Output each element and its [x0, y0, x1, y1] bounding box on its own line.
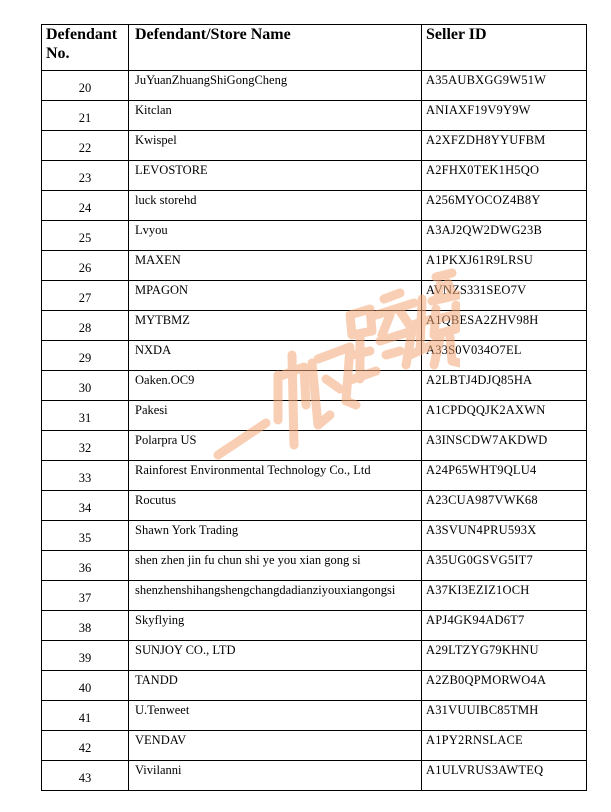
defendant-number: 24: [42, 191, 129, 221]
store-name: VENDAV: [129, 731, 422, 761]
table-row: [42, 251, 587, 281]
store-name: NXDA: [129, 341, 422, 371]
table-row: [42, 221, 587, 251]
seller-id: A3INSCDW7AKDWD: [422, 431, 587, 461]
store-name: MAXEN: [129, 251, 422, 281]
store-name: shen zhen jin fu chun shi ye you xian gong si: [129, 551, 422, 581]
store-name: JuYuanZhuangShiGongCheng: [129, 71, 422, 101]
seller-id: A2XFZDH8YYUFBM: [422, 131, 587, 161]
defendant-number: 38: [42, 611, 129, 641]
seller-id: APJ4GK94AD6T7: [422, 611, 587, 641]
defendant-number: 37: [42, 581, 129, 611]
table-row: [42, 161, 587, 191]
defendant-number: 36: [42, 551, 129, 581]
seller-id: A1PY2RNSLACE: [422, 731, 587, 761]
store-name: Oaken.OC9: [129, 371, 422, 401]
seller-id: A29LTZYG79KHNU: [422, 641, 587, 671]
header-seller-id: Seller ID: [422, 25, 587, 71]
store-name: MYTBMZ: [129, 311, 422, 341]
defendant-number: 33: [42, 461, 129, 491]
store-name: Skyflying: [129, 611, 422, 641]
store-name: TANDD: [129, 671, 422, 701]
table-body: [42, 71, 587, 791]
store-name: Kitclan: [129, 101, 422, 131]
header-store-name: Defendant/Store Name: [129, 25, 422, 71]
seller-id: A256MYOCOZ4B8Y: [422, 191, 587, 221]
table-row: [42, 431, 587, 461]
store-name: Vivilanni: [129, 761, 422, 791]
store-name: LEVOSTORE: [129, 161, 422, 191]
table-row: [42, 191, 587, 221]
seller-id: A35AUBXGG9W51W: [422, 71, 587, 101]
store-name: Kwispel: [129, 131, 422, 161]
defendant-number: 32: [42, 431, 129, 461]
seller-id: A1PKXJ61R9LRSU: [422, 251, 587, 281]
table-row: [42, 71, 587, 101]
table-row: [42, 611, 587, 641]
table-header-row: [42, 25, 587, 71]
defendant-number: 39: [42, 641, 129, 671]
seller-id: A1CPDQQJK2AXWN: [422, 401, 587, 431]
defendant-number: 23: [42, 161, 129, 191]
table-row: [42, 701, 587, 731]
defendant-number: 20: [42, 71, 129, 101]
defendants-table: [41, 24, 587, 791]
table-row: [42, 311, 587, 341]
defendant-number: 29: [42, 341, 129, 371]
seller-id: A1QBESA2ZHV98H: [422, 311, 587, 341]
defendant-number: 22: [42, 131, 129, 161]
table-row: [42, 371, 587, 401]
defendant-number: 27: [42, 281, 129, 311]
store-name: MPAGON: [129, 281, 422, 311]
defendant-number: 41: [42, 701, 129, 731]
seller-id: A2LBTJ4DJQ85HA: [422, 371, 587, 401]
table-row: [42, 341, 587, 371]
table-row: [42, 731, 587, 761]
defendant-number: 34: [42, 491, 129, 521]
table-row: [42, 761, 587, 791]
store-name: U.Tenweet: [129, 701, 422, 731]
seller-id: A3AJ2QW2DWG23B: [422, 221, 587, 251]
table-row: [42, 461, 587, 491]
table-row: [42, 671, 587, 701]
seller-id: A1ULVRUS3AWTEQ: [422, 761, 587, 791]
seller-id: A24P65WHT9QLU4: [422, 461, 587, 491]
defendant-number: 42: [42, 731, 129, 761]
seller-id: A2FHX0TEK1H5QO: [422, 161, 587, 191]
seller-id: A35UG0GSVG5IT7: [422, 551, 587, 581]
seller-id: A33S0V034O7EL: [422, 341, 587, 371]
defendant-number: 21: [42, 101, 129, 131]
store-name: Rocutus: [129, 491, 422, 521]
defendant-number: 28: [42, 311, 129, 341]
seller-id: A2ZB0QPMORWO4A: [422, 671, 587, 701]
defendant-number: 35: [42, 521, 129, 551]
table-row: [42, 521, 587, 551]
defendant-number: 43: [42, 761, 129, 791]
store-name: Shawn York Trading: [129, 521, 422, 551]
header-defendant-no: Defendant No.: [42, 25, 129, 71]
table-row: [42, 491, 587, 521]
store-name: Rainforest Environmental Technology Co., Ltd: [129, 461, 422, 491]
table-row: [42, 131, 587, 161]
store-name: Lvyou: [129, 221, 422, 251]
table-row: [42, 401, 587, 431]
seller-id: A23CUA987VWK68: [422, 491, 587, 521]
seller-id: A31VUUIBC85TMH: [422, 701, 587, 731]
table-row: [42, 641, 587, 671]
store-name: luck storehd: [129, 191, 422, 221]
defendant-number: 31: [42, 401, 129, 431]
seller-id: AVNZS331SEO7V: [422, 281, 587, 311]
table-row: [42, 581, 587, 611]
seller-id: A37KI3EZIZ1OCH: [422, 581, 587, 611]
table-row: [42, 101, 587, 131]
defendant-number: 25: [42, 221, 129, 251]
store-name: Pakesi: [129, 401, 422, 431]
defendant-number: 30: [42, 371, 129, 401]
defendant-number: 40: [42, 671, 129, 701]
table-row: [42, 551, 587, 581]
store-name: Polarpra US: [129, 431, 422, 461]
store-name: shenzhenshihangshengchangdadianziyouxiangongsi: [129, 581, 422, 611]
table-row: [42, 281, 587, 311]
defendant-number: 26: [42, 251, 129, 281]
store-name: SUNJOY CO., LTD: [129, 641, 422, 671]
seller-id: ANIAXF19V9Y9W: [422, 101, 587, 131]
seller-id: A3SVUN4PRU593X: [422, 521, 587, 551]
